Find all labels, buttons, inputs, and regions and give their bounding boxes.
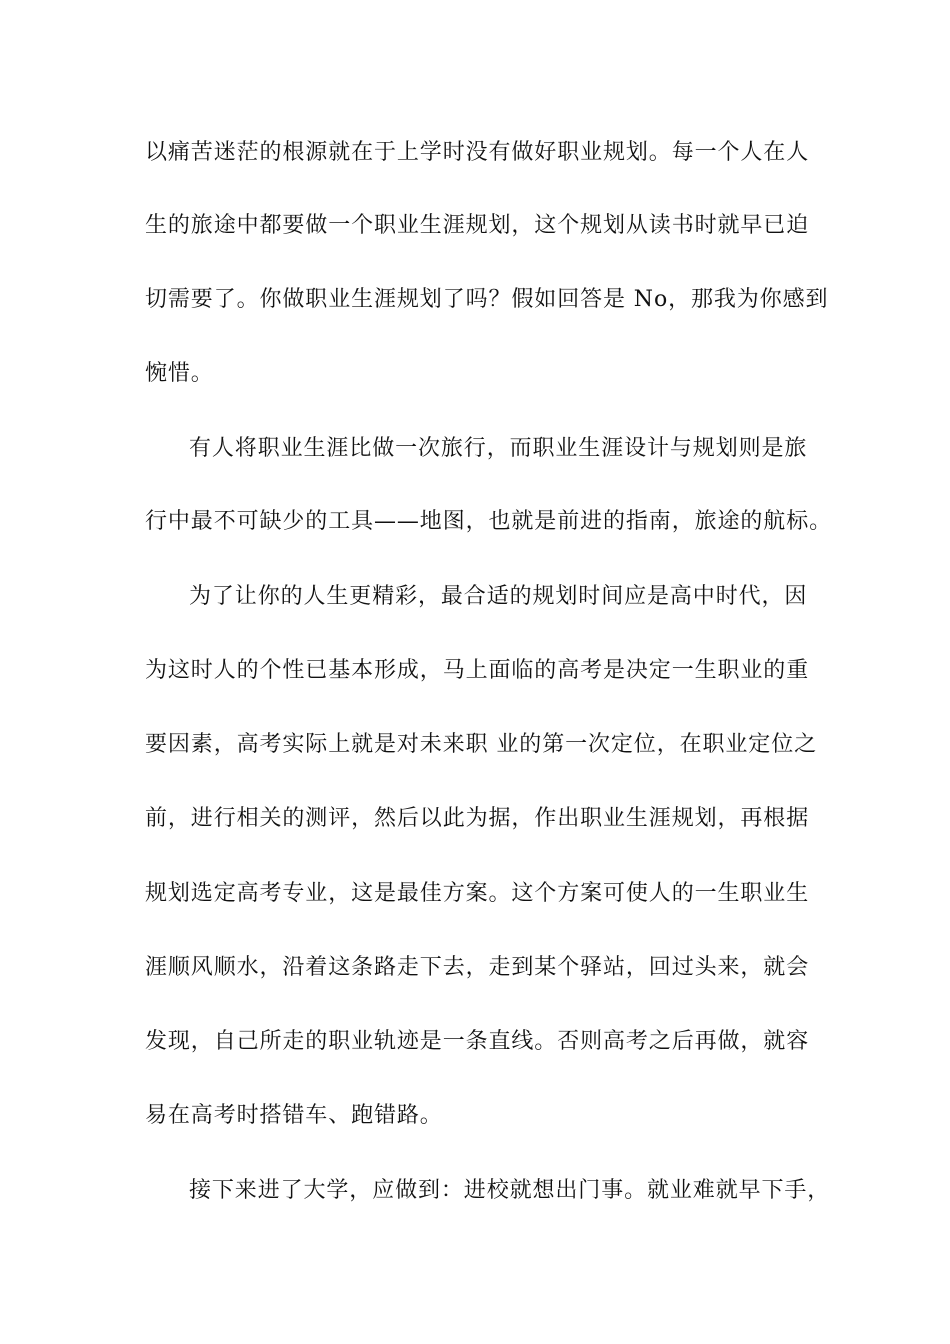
text-line: 生的旅途中都要做一个职业生涯规划，这个规划从读书时就早已迫 xyxy=(145,213,810,238)
text-line: 以痛苦迷茫的根源就在于上学时没有做好职业规划。每一个人在人 xyxy=(145,140,810,165)
text-line: 切需要了。你做职业生涯规划了吗？假如回答是 No，那我为你感到 xyxy=(145,287,829,312)
paragraph-first-line: 接下来进了大学，应做到：进校就想出门事。就业难就早下手， xyxy=(189,1178,831,1203)
text-line: 规划选定高考专业，这是最佳方案。这个方案可使人的一生职业生 xyxy=(145,881,810,906)
text-line: 惋惜。 xyxy=(145,361,214,386)
text-line: 行中最不可缺少的工具——地图，也就是前进的指南，旅途的航标。 xyxy=(145,509,833,534)
paragraph-first-line: 有人将职业生涯比做一次旅行，而职业生涯设计与规划则是旅 xyxy=(189,436,808,461)
text-line: 涯顺风顺水，沿着这条路走下去，走到某个驿站，回过头来，就会 xyxy=(145,955,810,980)
text-line: 发现，自己所走的职业轨迹是一条直线。否则高考之后再做，就容 xyxy=(145,1029,810,1054)
paragraph-first-line: 为了让你的人生更精彩，最合适的规划时间应是高中时代，因 xyxy=(189,584,808,609)
text-line: 前，进行相关的测评，然后以此为据，作出职业生涯规划，再根据 xyxy=(145,806,810,831)
text-line: 为这时人的个性已基本形成，马上面临的高考是决定一生职业的重 xyxy=(145,658,810,683)
text-line: 要因素，高考实际上就是对未来职 业的第一次定位，在职业定位之 xyxy=(145,732,817,757)
text-line: 易在高考时搭错车、跑错路。 xyxy=(145,1103,443,1128)
